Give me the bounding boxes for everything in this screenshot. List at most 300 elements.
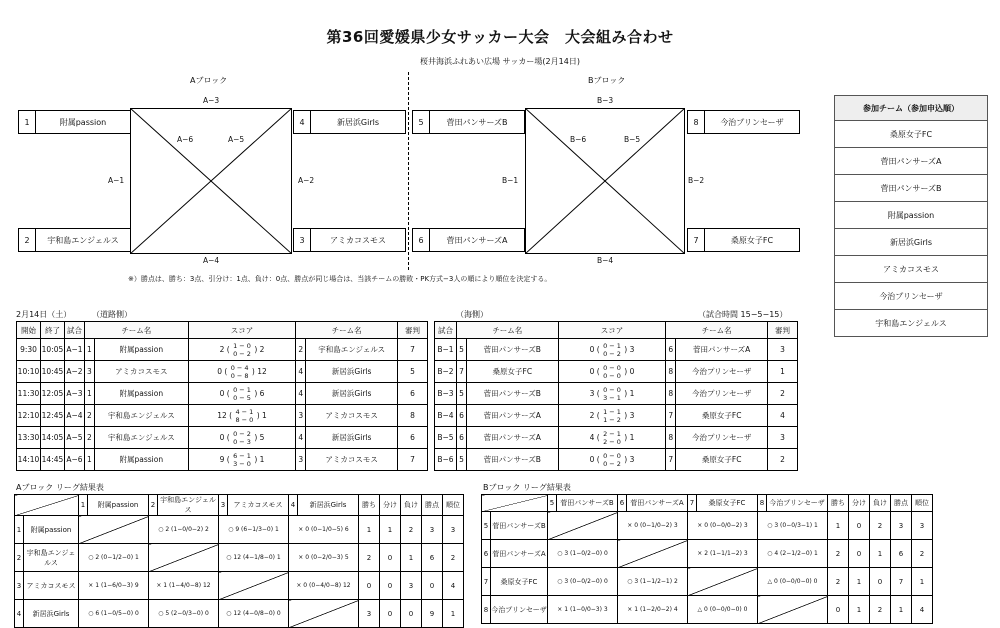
score-goals: 1 <box>629 432 635 442</box>
half-scores <box>603 408 621 424</box>
team-num: 5 <box>456 383 466 405</box>
match-id: B−3 <box>435 383 457 405</box>
league-stat: 3 <box>443 516 464 544</box>
score-goals: 0 <box>629 366 635 376</box>
league-row <box>15 544 464 572</box>
match-b2-label: B−2 <box>688 176 705 185</box>
league-result-cell: × 1 (1−0/0−3) 3 <box>548 596 618 624</box>
match-b5-label: B−5 <box>624 135 641 144</box>
league-stat: 6 <box>422 544 443 572</box>
team-name: 附属passion <box>94 383 188 405</box>
league-col-team: 桑原女子FC <box>697 495 758 512</box>
schedule-row <box>17 405 428 427</box>
team-name: 菅田パンサーズA <box>676 339 768 361</box>
league-header-row <box>15 495 464 516</box>
league-col-stat: 勝ち <box>359 495 380 516</box>
league-stat: 0 <box>828 596 849 624</box>
score-goals: 1 <box>262 410 267 420</box>
schedule-table-road <box>16 321 428 471</box>
league-result-cell: ○ 3 (1−1/2−1) 2 <box>618 568 688 596</box>
referee: 4 <box>768 405 798 427</box>
league-stat: 1 <box>849 568 870 596</box>
first-half: 1 − 0 <box>233 341 251 350</box>
half-scores <box>603 364 621 380</box>
team-name: 附属passion <box>94 339 188 361</box>
league-result-cell: ○ 3 (1−0/2−0) 0 <box>548 540 618 568</box>
team-name: 菅田パンサーズA <box>466 427 558 449</box>
league-col-stat: 勝点 <box>422 495 443 516</box>
league-corner <box>482 495 548 512</box>
score-goals: 9 <box>219 454 225 464</box>
team-name: 宇和島エンジェルス <box>94 405 188 427</box>
participant-item: 今治プリンセーザ <box>835 283 987 310</box>
team-name: 新居浜Girls <box>306 427 398 449</box>
league-row-team: 今治プリンセーザ <box>491 596 548 624</box>
schedule-table-sea <box>434 321 798 471</box>
score-cell: 0 ( 0 − 0 0 − 0 ) 0 <box>558 361 666 383</box>
league-result-cell: △ 0 (0−0/0−0) 0 <box>758 568 828 596</box>
team-box-2: 2 宇和島エンジェルス <box>18 228 131 252</box>
league-stat: 3 <box>891 512 912 540</box>
league-result-cell: ○ 3 (0−0/3−1) 1 <box>758 512 828 540</box>
match-b1-label: B−1 <box>502 176 519 185</box>
match-b3-label: B−3 <box>597 96 614 105</box>
venue: 桜井海浜ふれあい広場 サッカー場(2月14日) <box>420 57 580 66</box>
match-id: B−4 <box>435 405 457 427</box>
half-scores <box>233 430 251 446</box>
half-scores <box>603 452 621 468</box>
league-stat: 6 <box>891 540 912 568</box>
score-cell: 3 ( 0 − 0 3 − 1 ) 1 <box>558 383 666 405</box>
team-num: 6 <box>666 339 676 361</box>
league-stat: 0 <box>380 600 401 628</box>
score-cell: 4 ( 2 − 1 2 − 0 ) 1 <box>558 427 666 449</box>
league-result-cell: ○ 4 (2−1/2−0) 1 <box>758 540 828 568</box>
league-result-cell: ○ 9 (6−1/3−0) 1 <box>219 516 289 544</box>
sea-side-label: （海側） <box>456 310 488 319</box>
match-b6-label: B−6 <box>570 135 587 144</box>
league-a-label: Aブロック リーグ結果表 <box>16 483 104 492</box>
end-time: 12:05 <box>40 383 64 405</box>
score-goals: 6 <box>259 388 265 398</box>
match-a2-label: A−2 <box>298 176 315 185</box>
rules-note: ※）勝点は、勝ち：3点、引分け：1点、負け：0点、勝点が同じ場合は、当該チームの勝敗・PK方式−3人の順により順位を決定する。 <box>128 275 552 283</box>
score-cell: 2 ( 1 − 1 1 − 2 ) 3 <box>558 405 666 427</box>
second-half: 0 − 5 <box>233 393 251 402</box>
team-num: 5 <box>456 449 466 471</box>
participant-item: 菅田パンサーズB <box>835 175 987 202</box>
league-col-stat: 勝点 <box>891 495 912 512</box>
league-col-team: 菅田パンサーズA <box>627 495 688 512</box>
schedule-row <box>17 427 428 449</box>
league-row-team: 菅田パンサーズA <box>491 540 548 568</box>
score-goals: 0 <box>219 432 225 442</box>
match-a5-label: A−5 <box>228 135 245 144</box>
schedule-row <box>435 427 798 449</box>
schedule-date: 2月14日（土） <box>16 310 72 319</box>
first-half: 0 − 4 <box>230 363 249 372</box>
league-row-num: 2 <box>15 544 24 572</box>
team-num: 3 <box>296 405 306 427</box>
league-result-cell: × 1 (1−2/0−2) 4 <box>618 596 688 624</box>
col-team: チーム名 <box>456 322 558 339</box>
team-num: 5 <box>456 339 466 361</box>
score-goals: 0 <box>589 344 595 354</box>
end-time: 14:05 <box>40 427 64 449</box>
league-result-cell: × 0 (0−4/0−8) 12 <box>289 572 359 600</box>
half-scores <box>235 408 253 424</box>
team-name: 今治プリンセーザ <box>676 427 768 449</box>
score-cell: 0 ( 0 − 2 0 − 3 ) 5 <box>188 427 296 449</box>
score-goals: 3 <box>629 344 635 354</box>
referee: 2 <box>768 383 798 405</box>
league-row <box>15 572 464 600</box>
league-stat: 0 <box>380 572 401 600</box>
score-goals: 12 <box>257 366 267 376</box>
league-result-cell: × 1 (1−4/0−8) 12 <box>149 572 219 600</box>
league-result-cell: ○ 5 (2−0/3−0) 0 <box>149 600 219 628</box>
league-stat: 1 <box>401 544 422 572</box>
referee: 5 <box>398 361 428 383</box>
start-time: 9:30 <box>17 339 41 361</box>
schedule-row <box>435 383 798 405</box>
second-half: 8 − 0 <box>235 415 254 424</box>
team-num: 1 <box>84 339 94 361</box>
col-score: スコア <box>188 322 296 339</box>
team-num: 8 <box>666 383 676 405</box>
league-result-cell: × 2 (1−1/1−2) 3 <box>688 540 758 568</box>
match-id: A−6 <box>64 449 84 471</box>
team-num: 1 <box>84 449 94 471</box>
schedule-row <box>17 361 428 383</box>
team-box-6: 6 菅田パンサーズA <box>412 228 525 252</box>
first-half: 0 − 1 <box>603 341 621 350</box>
league-result-cell: × 0 (0−1/0−5) 6 <box>289 516 359 544</box>
league-stat: 2 <box>443 544 464 572</box>
half-scores <box>233 452 251 468</box>
score-goals: 3 <box>629 410 635 420</box>
league-col-stat: 順位 <box>443 495 464 516</box>
league-col-num: 5 <box>548 495 557 512</box>
first-half: 0 − 0 <box>603 451 621 460</box>
page-title: 第36回愛媛県少女サッカー大会 大会組み合わせ <box>326 28 674 46</box>
league-col-num: 7 <box>688 495 697 512</box>
league-stat: 9 <box>422 600 443 628</box>
col-match: 試合 <box>435 322 457 339</box>
team-box-5: 5 菅田パンサーズB <box>412 110 525 134</box>
second-half: 3 − 1 <box>603 393 621 402</box>
first-half: 0 − 2 <box>233 429 251 438</box>
team-name: 今治プリンセーザ <box>676 361 768 383</box>
score-cell: 0 ( 0 − 1 0 − 2 ) 3 <box>558 339 666 361</box>
col-ref: 審判 <box>398 322 428 339</box>
schedule-row <box>17 339 428 361</box>
participant-item: 新居浜Girls <box>835 229 987 256</box>
half-scores <box>603 430 621 446</box>
team-num: 3 <box>296 449 306 471</box>
block-a-diagram <box>130 108 292 254</box>
col-match: 試合 <box>64 322 84 339</box>
league-result-cell: ○ 12 (4−0/8−0) 0 <box>219 600 289 628</box>
league-col-num: 1 <box>79 495 88 516</box>
league-stat: 1 <box>870 540 891 568</box>
score-cell: 2 ( 1 − 0 0 − 2 ) 2 <box>188 339 296 361</box>
league-col-stat: 負け <box>870 495 891 512</box>
league-table-b <box>481 494 933 624</box>
first-half: 1 − 1 <box>603 407 621 416</box>
league-row-team: 附属passion <box>24 516 79 544</box>
team-num: 6 <box>456 427 466 449</box>
league-stat: 1 <box>380 516 401 544</box>
league-result-cell <box>758 596 828 624</box>
league-stat: 2 <box>401 516 422 544</box>
first-half: 0 − 0 <box>603 385 621 394</box>
league-col-stat: 負け <box>401 495 422 516</box>
end-time: 10:45 <box>40 361 64 383</box>
team-name: アミカコスモス <box>306 449 398 471</box>
first-half: 4 − 1 <box>235 407 254 416</box>
schedule-row <box>435 361 798 383</box>
match-time-label: （試合時間 15−5−15） <box>698 310 788 319</box>
first-half: 2 − 1 <box>603 429 621 438</box>
score-goals: 2 <box>259 344 265 354</box>
start-time: 13:30 <box>17 427 41 449</box>
league-row-num: 7 <box>482 568 491 596</box>
team-name: 菅田パンサーズB <box>466 383 558 405</box>
score-goals: 5 <box>259 432 265 442</box>
match-id: B−1 <box>435 339 457 361</box>
team-box-4: 4 新居浜Girls <box>293 110 406 134</box>
league-stat: 0 <box>849 512 870 540</box>
league-col-team: 宇和島エンジェルス <box>158 495 219 516</box>
league-result-cell: ○ 3 (0−0/2−0) 0 <box>548 568 618 596</box>
league-stat: 1 <box>443 600 464 628</box>
second-half: 0 − 2 <box>603 459 621 468</box>
first-half: 0 − 1 <box>233 385 251 394</box>
team-num: 4 <box>296 361 306 383</box>
road-side-label: （道路側） <box>92 310 132 319</box>
score-cell: 0 ( 0 − 1 0 − 5 ) 6 <box>188 383 296 405</box>
team-num: 7 <box>456 361 466 383</box>
score-cell: 0 ( 0 − 0 0 − 2 ) 3 <box>558 449 666 471</box>
league-stat: 1 <box>849 596 870 624</box>
league-row <box>482 568 933 596</box>
team-num: 6 <box>456 405 466 427</box>
referee: 6 <box>398 383 428 405</box>
team-box-1: 1 附属passion <box>18 110 131 134</box>
schedule-header-row <box>17 322 428 339</box>
col-team: チーム名 <box>84 322 188 339</box>
league-corner <box>15 495 79 516</box>
team-num: 2 <box>84 427 94 449</box>
schedule-row <box>17 383 428 405</box>
league-result-cell <box>289 600 359 628</box>
half-scores <box>603 342 621 358</box>
col-score: スコア <box>558 322 666 339</box>
league-stat: 0 <box>870 568 891 596</box>
team-num: 2 <box>296 339 306 361</box>
col-end: 終了 <box>40 322 64 339</box>
col-start: 開始 <box>17 322 41 339</box>
match-id: A−2 <box>64 361 84 383</box>
league-stat: 1 <box>828 512 849 540</box>
participant-item: アミカコスモス <box>835 256 987 283</box>
second-half: 0 − 0 <box>603 371 621 380</box>
match-id: B−5 <box>435 427 457 449</box>
league-table-a <box>14 494 464 628</box>
team-name: 宇和島エンジェルス <box>306 339 398 361</box>
league-col-team: 新居浜Girls <box>298 495 359 516</box>
team-num: 7 <box>666 449 676 471</box>
league-result-cell: ○ 12 (4−1/8−0) 1 <box>219 544 289 572</box>
team-name: 新居浜Girls <box>306 383 398 405</box>
block-a-label: Aブロック <box>190 76 228 85</box>
team-num: 3 <box>84 361 94 383</box>
score-cell: 0 ( 0 − 4 0 − 8 ) 12 <box>188 361 296 383</box>
team-name: アミカコスモス <box>94 361 188 383</box>
match-b4-label: B−4 <box>597 256 614 265</box>
match-id: B−2 <box>435 361 457 383</box>
schedule-row <box>435 405 798 427</box>
score-goals: 3 <box>629 454 635 464</box>
league-col-num: 4 <box>289 495 298 516</box>
referee: 3 <box>768 427 798 449</box>
team-name: 今治プリンセーザ <box>676 383 768 405</box>
team-name: 宇和島エンジェルス <box>94 427 188 449</box>
participant-item: 附属passion <box>835 202 987 229</box>
second-half: 0 − 2 <box>233 349 251 358</box>
score-goals: 12 <box>217 410 227 420</box>
league-result-cell: △ 0 (0−0/0−0) 0 <box>688 596 758 624</box>
score-goals: 3 <box>589 388 595 398</box>
league-stat: 3 <box>912 512 933 540</box>
second-half: 1 − 2 <box>603 415 621 424</box>
team-box-7: 7 桑原女子FC <box>687 228 800 252</box>
match-id: A−3 <box>64 383 84 405</box>
league-stat: 2 <box>359 544 380 572</box>
league-stat: 2 <box>912 540 933 568</box>
second-half: 2 − 0 <box>603 437 621 446</box>
league-row-num: 3 <box>15 572 24 600</box>
score-goals: 1 <box>629 388 635 398</box>
league-result-cell: ○ 2 (1−0/0−2) 2 <box>149 516 219 544</box>
team-name: 附属passion <box>94 449 188 471</box>
score-goals: 0 <box>589 366 595 376</box>
team-box-3: 3 アミカコスモス <box>293 228 406 252</box>
referee: 2 <box>768 449 798 471</box>
league-result-cell: ○ 2 (0−1/2−0) 1 <box>79 544 149 572</box>
half-scores <box>231 364 249 380</box>
team-name: 菅田パンサーズA <box>466 405 558 427</box>
schedule-header-row <box>435 322 798 339</box>
league-col-stat: 分け <box>380 495 401 516</box>
first-half: 0 − 0 <box>603 363 621 372</box>
participant-item: 宇和島エンジェルス <box>875 318 947 328</box>
schedule-row <box>17 449 428 471</box>
col-team: チーム名 <box>296 322 398 339</box>
league-col-team: 菅田パンサーズB <box>557 495 618 512</box>
league-col-stat: 分け <box>849 495 870 512</box>
league-row-team: アミカコスモス <box>24 572 79 600</box>
league-stat: 0 <box>401 600 422 628</box>
score-goals: 0 <box>219 388 225 398</box>
league-result-cell: × 0 (0−0/0−2) 3 <box>688 512 758 540</box>
league-row-num: 1 <box>15 516 24 544</box>
col-team: チーム名 <box>666 322 768 339</box>
team-name: 桑原女子FC <box>676 405 768 427</box>
league-stat: 3 <box>422 516 443 544</box>
match-id: A−5 <box>64 427 84 449</box>
league-stat: 4 <box>443 572 464 600</box>
match-a1-label: A−1 <box>108 176 125 185</box>
team-num: 2 <box>84 405 94 427</box>
end-time: 14:45 <box>40 449 64 471</box>
league-col-stat: 順位 <box>912 495 933 512</box>
block-b-diagram <box>525 108 685 254</box>
block-b-label: Bブロック <box>588 76 626 85</box>
score-goals: 2 <box>219 344 225 354</box>
league-result-cell <box>79 516 149 544</box>
team-num: 7 <box>666 405 676 427</box>
second-half: 3 − 0 <box>233 459 251 468</box>
league-stat: 3 <box>359 600 380 628</box>
league-result-cell <box>548 512 618 540</box>
start-time: 12:10 <box>17 405 41 427</box>
score-cell: 9 ( 6 − 1 3 − 0 ) 1 <box>188 449 296 471</box>
referee: 7 <box>398 449 428 471</box>
league-col-team: 附属passion <box>88 495 149 516</box>
league-row <box>482 512 933 540</box>
second-half: 0 − 2 <box>603 349 621 358</box>
half-scores <box>603 386 621 402</box>
league-stat: 1 <box>891 596 912 624</box>
team-box-8: 8 今治プリンセーザ <box>687 110 800 134</box>
score-goals: 1 <box>259 454 265 464</box>
participant-item: 桑原女子FC <box>835 121 987 148</box>
league-stat: 0 <box>422 572 443 600</box>
league-result-cell: × 0 (0−1/0−2) 3 <box>618 512 688 540</box>
league-stat: 2 <box>870 512 891 540</box>
participants-list <box>834 95 988 337</box>
league-col-num: 8 <box>758 495 767 512</box>
league-row <box>15 516 464 544</box>
team-name: 新居浜Girls <box>306 361 398 383</box>
team-num: 8 <box>666 361 676 383</box>
half-scores <box>233 386 251 402</box>
score-goals: 0 <box>217 366 222 376</box>
match-id: B−6 <box>435 449 457 471</box>
league-row <box>482 540 933 568</box>
league-stat: 2 <box>828 568 849 596</box>
referee: 3 <box>768 339 798 361</box>
score-goals: 2 <box>589 410 595 420</box>
league-stat: 3 <box>401 572 422 600</box>
match-id: A−4 <box>64 405 84 427</box>
match-a6-label: A−6 <box>177 135 194 144</box>
league-row <box>15 600 464 628</box>
team-num: 4 <box>296 427 306 449</box>
half-scores <box>233 342 251 358</box>
score-goals: 4 <box>589 432 595 442</box>
referee: 1 <box>768 361 798 383</box>
league-header-row <box>482 495 933 512</box>
start-time: 11:30 <box>17 383 41 405</box>
league-row-num: 6 <box>482 540 491 568</box>
league-result-cell <box>219 572 289 600</box>
league-result-cell: ○ 6 (1−0/5−0) 0 <box>79 600 149 628</box>
league-col-team: アミカコスモス <box>228 495 289 516</box>
team-name: アミカコスモス <box>306 405 398 427</box>
